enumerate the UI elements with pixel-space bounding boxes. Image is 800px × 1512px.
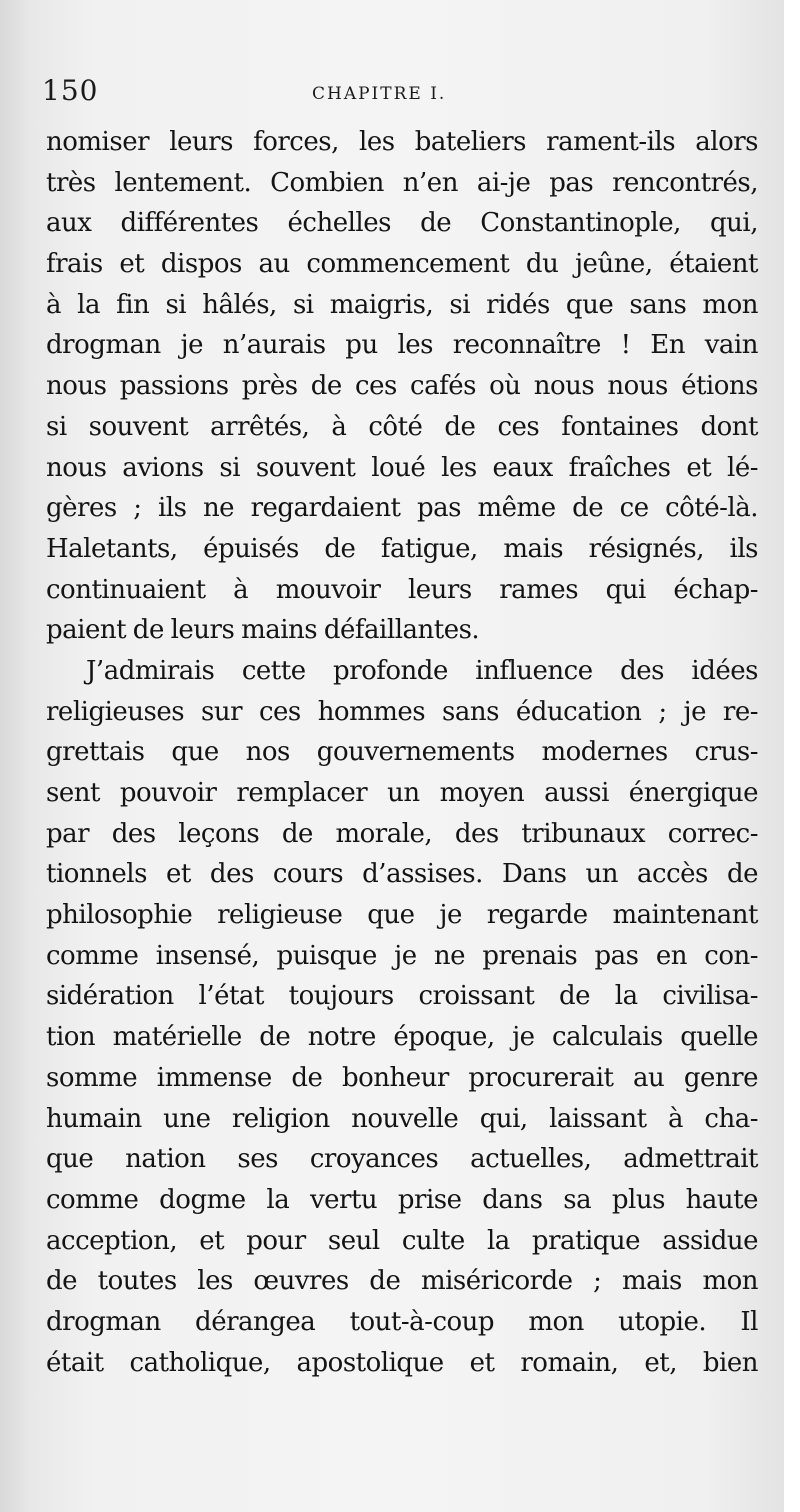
text-line: tionnels et des cours d’assises. Dans un accès de	[46, 859, 758, 890]
text-line: si souvent arrêtés, à côté de ces fontaines dont	[46, 411, 758, 442]
text-line: humain une religion nouvelle qui, laissant à cha-	[46, 1103, 758, 1134]
text-line: philosophie religieuse que je regarde maintenant	[46, 900, 758, 931]
text-line: comme dogme la vertu prise dans sa plus haute	[46, 1184, 758, 1215]
text-line: acception, et pour seul culte la pratique assidue	[46, 1225, 758, 1256]
text-line: somme immense de bonheur procurerait au genre	[46, 1062, 758, 1093]
page-number: 150	[42, 74, 99, 107]
paragraph-start-line: J’admirais cette profonde influence des idées	[86, 655, 758, 686]
text-line: nomiser leurs forces, les bateliers rament-ils alors	[46, 127, 758, 157]
text-line: par des leçons de morale, des tribunaux correc-	[46, 818, 758, 849]
text-line: sent pouvoir remplacer un moyen aussi énergique	[46, 778, 758, 808]
text-line: que nation ses croyances actuelles, admettrait	[46, 1144, 758, 1175]
running-head: CHAPITRE I.	[312, 84, 447, 104]
text-line: comme insensé, puisque je ne prenais pas en con-	[46, 940, 758, 971]
text-line: sidération l’état toujours croissant de la civilisa-	[46, 981, 758, 1012]
text-line: nous passions près de ces cafés où nous nous étions	[46, 371, 758, 402]
text-line: frais et dispos au commencement du jeûne, étaient	[46, 249, 758, 280]
text-line: Haletants, épuisés de fatigue, mais résignés, ils	[46, 533, 758, 564]
text-line: drogman je n’aurais pu les reconnaître ! En vain	[46, 330, 758, 361]
text-line: tion matérielle de notre époque, je calculais quelle	[46, 1022, 758, 1053]
text-line: très lentement. Combien n’en ai-je pas rencontrés,	[46, 167, 758, 198]
text-line: nous avions si souvent loué les eaux fraîches et lé-	[46, 452, 758, 483]
paragraph-end-line: paient de leurs mains défaillantes.	[46, 615, 480, 646]
text-line: à la fin si hâlés, si maigris, si ridés que sans mon	[46, 289, 758, 320]
text-line: de toutes les œuvres de miséricorde ; mais mon	[46, 1266, 758, 1297]
text-line: était catholique, apostolique et romain, et, bien	[46, 1347, 758, 1378]
text-line: continuaient à mouvoir leurs rames qui échap-	[46, 574, 758, 605]
text-line: drogman dérangea tout-à-coup mon utopie. Il	[46, 1306, 758, 1337]
page-header	[42, 74, 742, 114]
body-text	[46, 122, 758, 1383]
text-line: religieuses sur ces hommes sans éducation ; je re-	[46, 696, 758, 727]
page-edge	[784, 0, 800, 1512]
text-line: grettais que nos gouvernements modernes crus-	[46, 737, 758, 768]
text-line: gères ; ils ne regardaient pas même de ce côté-là.	[46, 493, 758, 524]
text-line: aux différentes échelles de Constantinople, qui,	[46, 208, 758, 239]
